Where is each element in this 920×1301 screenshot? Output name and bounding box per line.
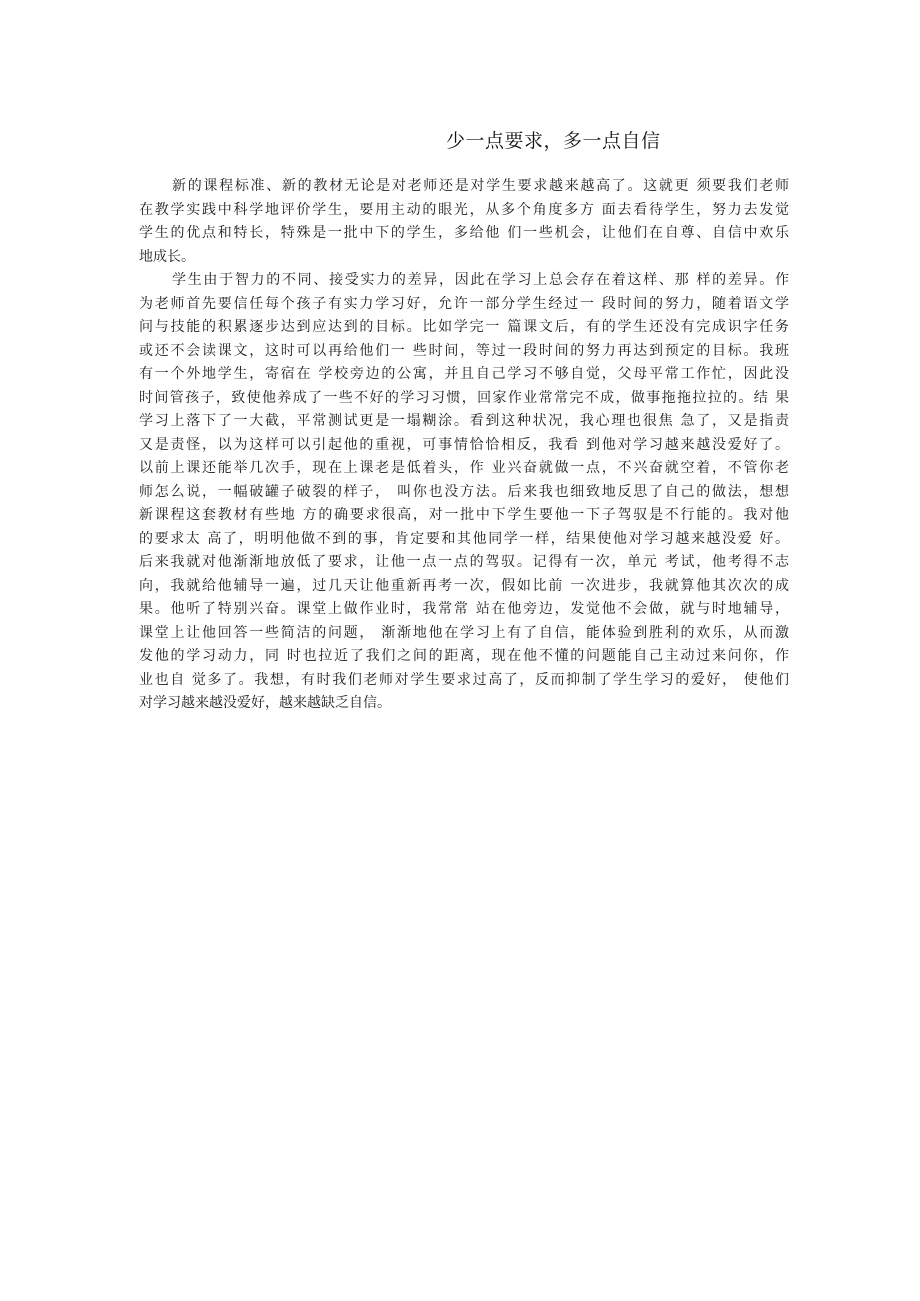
- paragraph-2: [139, 269, 789, 716]
- text-line: 果。他听了特别兴奋。课堂上做作业时，我常常 站在他旁边，发觉他不会做，就与时地辅导，: [139, 601, 789, 617]
- text-line: 或还不会读课文，这时可以再给他们一 些时间，等过一段时间的努力再达到预定的目标。我班: [139, 342, 789, 359]
- document-body: [139, 175, 789, 716]
- text-line: 问与技能的积累逐步达到应达到的目标。比如学完一 篇课文后，有的学生还没有完成识字任务: [139, 319, 789, 335]
- text-line: 师怎么说，一幅破罐子破裂的样子， 叫你也没方法。后来我也细致地反思了自己的做法，想想: [139, 483, 789, 500]
- text-line: 学生由于智力的不同、接受实力的差异，因此在学习上总会存在着这样、那 样的差异。作: [172, 272, 789, 288]
- text-line: 有一个外地学生，寄宿在 学校旁边的公寓，并且自己学习不够自觉，父母平常工作忙，因此没: [139, 366, 789, 382]
- text-line: 新课程这套教材有些地 方的确要求很高，对一批中下学生要他一下子驾驭是不行能的。我对他: [139, 507, 789, 523]
- text-line: 时间管孩子，致使他养成了一些不好的学习习惯，回家作业常常完不成，做事拖拖拉拉的。结 果: [139, 389, 789, 406]
- text-line: 课堂上让他回答一些简洁的问题， 渐渐地他在学习上有了自信，能体验到胜利的欢乐，从而激: [139, 624, 789, 641]
- text-line: 学习上落下了一大截，平常测试更是一塌糊涂。看到这种状况，我心理也很焦 急了，又是指责: [139, 413, 789, 429]
- text-line: 后来我就对他渐渐地放低了要求，让他一点一点的驾驭。记得有一次，单元 考试，他考得不志: [139, 554, 789, 570]
- text-line: 地成长。: [139, 248, 195, 265]
- text-line: 向，我就给他辅导一遍，过几天让他重新再考一次，假如比前 一次进步，我就算他其次次的成: [139, 577, 789, 594]
- text-line: 学生的优点和特长，特殊是一批中下的学生，多给他 们一些机会，让他们在自尊、自信中欢乐: [139, 225, 789, 241]
- text-line: 又是责怪，以为这样可以引起他的重视，可事情恰恰相反，我看 到他对学习越来越没爱好了。: [139, 436, 789, 453]
- text-line: 发他的学习动力，同 时也拉近了我们之间的距离，现在他不懂的问题能自己主动过来问你，作: [139, 648, 789, 664]
- text-line: 以前上课还能举几次手，现在上课老是低着头，作 业兴奋就做一点，不兴奋就空着，不管你老: [139, 460, 789, 476]
- text-line: 为老师首先要信任每个孩子有实力学习好，允许一部分学生经过一 段时间的努力，随着语文学: [139, 295, 789, 312]
- text-line: 新的课程标准、新的教材无论是对老师还是对学生要求越来越高了。这就更 须要我们老师: [172, 178, 789, 194]
- document-title: 少一点要求，多一点自信: [446, 130, 661, 152]
- text-line: 业也自 觉多了。我想，有时我们老师对学生要求过高了，反而抑制了学生学习的爱好， 使他们: [139, 671, 789, 688]
- text-line: 对学习越来越没爱好，越来越缺乏自信。: [139, 695, 391, 711]
- text-line: 的要求太 高了，明明他做不到的事，肯定要和其他同学一样，结果使他对学习越来越没爱 好。: [139, 530, 789, 547]
- paragraph-1: [139, 175, 789, 269]
- text-line: 在教学实践中科学地评价学生，要用主动的眼光，从多个角度多方 面去看待学生，努力去发觉: [139, 201, 789, 218]
